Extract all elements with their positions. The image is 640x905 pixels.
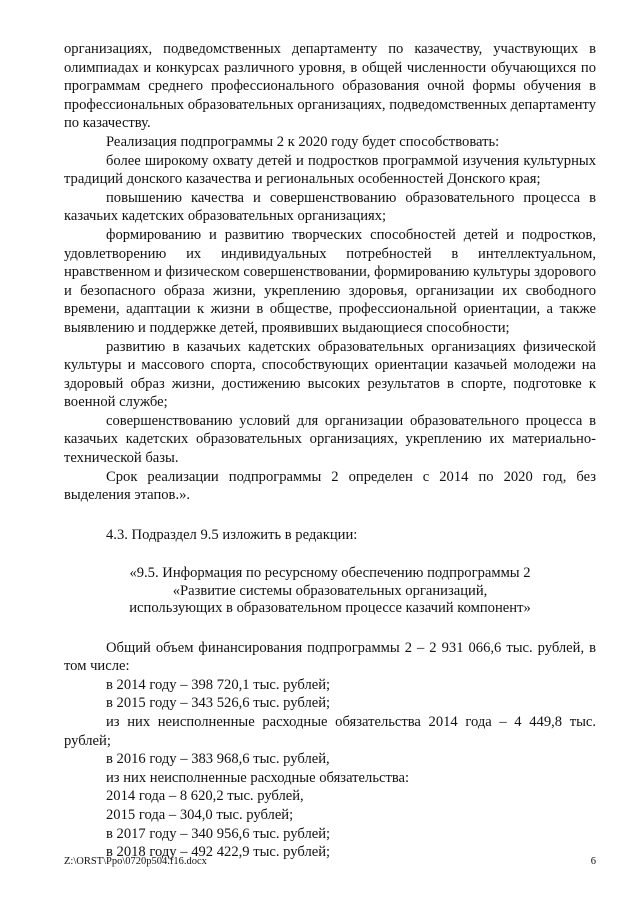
page-number: 6 [590, 856, 596, 867]
section-heading-line-2: «Развитие системы образовательных организаций, [172, 582, 488, 599]
funding-line-2016: в 2016 году – 383 968,6 тыс. рублей, [106, 751, 330, 768]
section-heading-line-1: «9.5. Информация по ресурсному обеспечению подпрограммы 2 [129, 565, 531, 582]
funding-unfulfilled-2014: из них неисполненные расходные обязательства 2014 года – 4 449,8 тыс. рублей; [64, 714, 596, 749]
funding-intro: Общий объем финансирования подпрограммы 2 – 2 931 066,6 тыс. рублей, в том числе: [64, 639, 596, 675]
paragraph-item-creativity: формированию и развитию творческих способностей детей и подростков, удовлетворению их индивидуальных потребностей в интеллектуальном, нравственном и физическом совершенствовании, формированию культуры здорового и безопасного образа жизни, укреплению здоровья, организации их свободного времени, адаптации к жизни в обществе, профессиональной ориентации, а также выявлению и поддержке детей, проявивших выдающиеся способности; [64, 226, 596, 336]
paragraph-continuation: организациях, подведомственных департаменту по казачеству, участвующих в олимпиадах и конкурсах различного уровня, в общей численности обучающихся по программам среднего профессионального образования очной формы обучения в профессиональных образовательных организациях, подведомственных департаменту по казачеству. [64, 41, 596, 132]
section-heading-line-3: использующих в образовательном процессе казачий компонент» [129, 600, 531, 617]
paragraph-implementation-intro: Реализация подпрограммы 2 к 2020 году будет способствовать: [106, 133, 500, 150]
funding-line-2015: в 2015 году – 343 526,6 тыс. рублей; [106, 695, 331, 712]
footer-file-path: Z:\ORST\Ppo\0720p504.f16.docx [64, 856, 207, 867]
section-heading [64, 565, 596, 617]
paragraph-section-instruction: 4.3. Подраздел 9.5 изложить в редакции: [106, 526, 358, 543]
paragraph-term: Срок реализации подпрограммы 2 определен с 2014 по 2020 год, без выделения этапов.». [64, 468, 596, 504]
funding-line-2017: в 2017 году – 340 956,6 тыс. рублей; [106, 825, 331, 842]
paragraph-item-coverage: более широкому охвату детей и подростков программой изучения культурных традиций донского казачества и региональных особенностей Донского края; [64, 152, 596, 188]
paragraph-item-quality: повышению качества и совершенствованию образовательного процесса в казачьих кадетских образовательных организациях; [64, 189, 596, 225]
funding-unfulfilled-2014-b: 2014 года – 8 620,2 тыс. рублей, [106, 788, 304, 805]
document-page [64, 40, 596, 862]
funding-line-2014: в 2014 году – 398 720,1 тыс. рублей; [106, 676, 331, 693]
funding-unfulfilled-2015: 2015 года – 304,0 тыс. рублей; [106, 807, 294, 823]
paragraph-item-sport: развитию в казачьих кадетских образовательных организациях физической культуры и массового спорта, способствующих ориентации казачьей молодежи на здоровый образ жизни, достижению высоких результатов в спорте, подготовке к военной службе; [64, 338, 596, 411]
paragraph-item-conditions: совершенствованию условий для организации образовательного процесса в казачьих кадетских образовательных организациях, укреплению их материально-технической базы. [64, 412, 596, 467]
funding-unfulfilled-intro: из них неисполненные расходные обязательства: [106, 769, 410, 786]
funding-line-2018: в 2018 году – 492 422,9 тыс. рублей; [106, 844, 331, 861]
